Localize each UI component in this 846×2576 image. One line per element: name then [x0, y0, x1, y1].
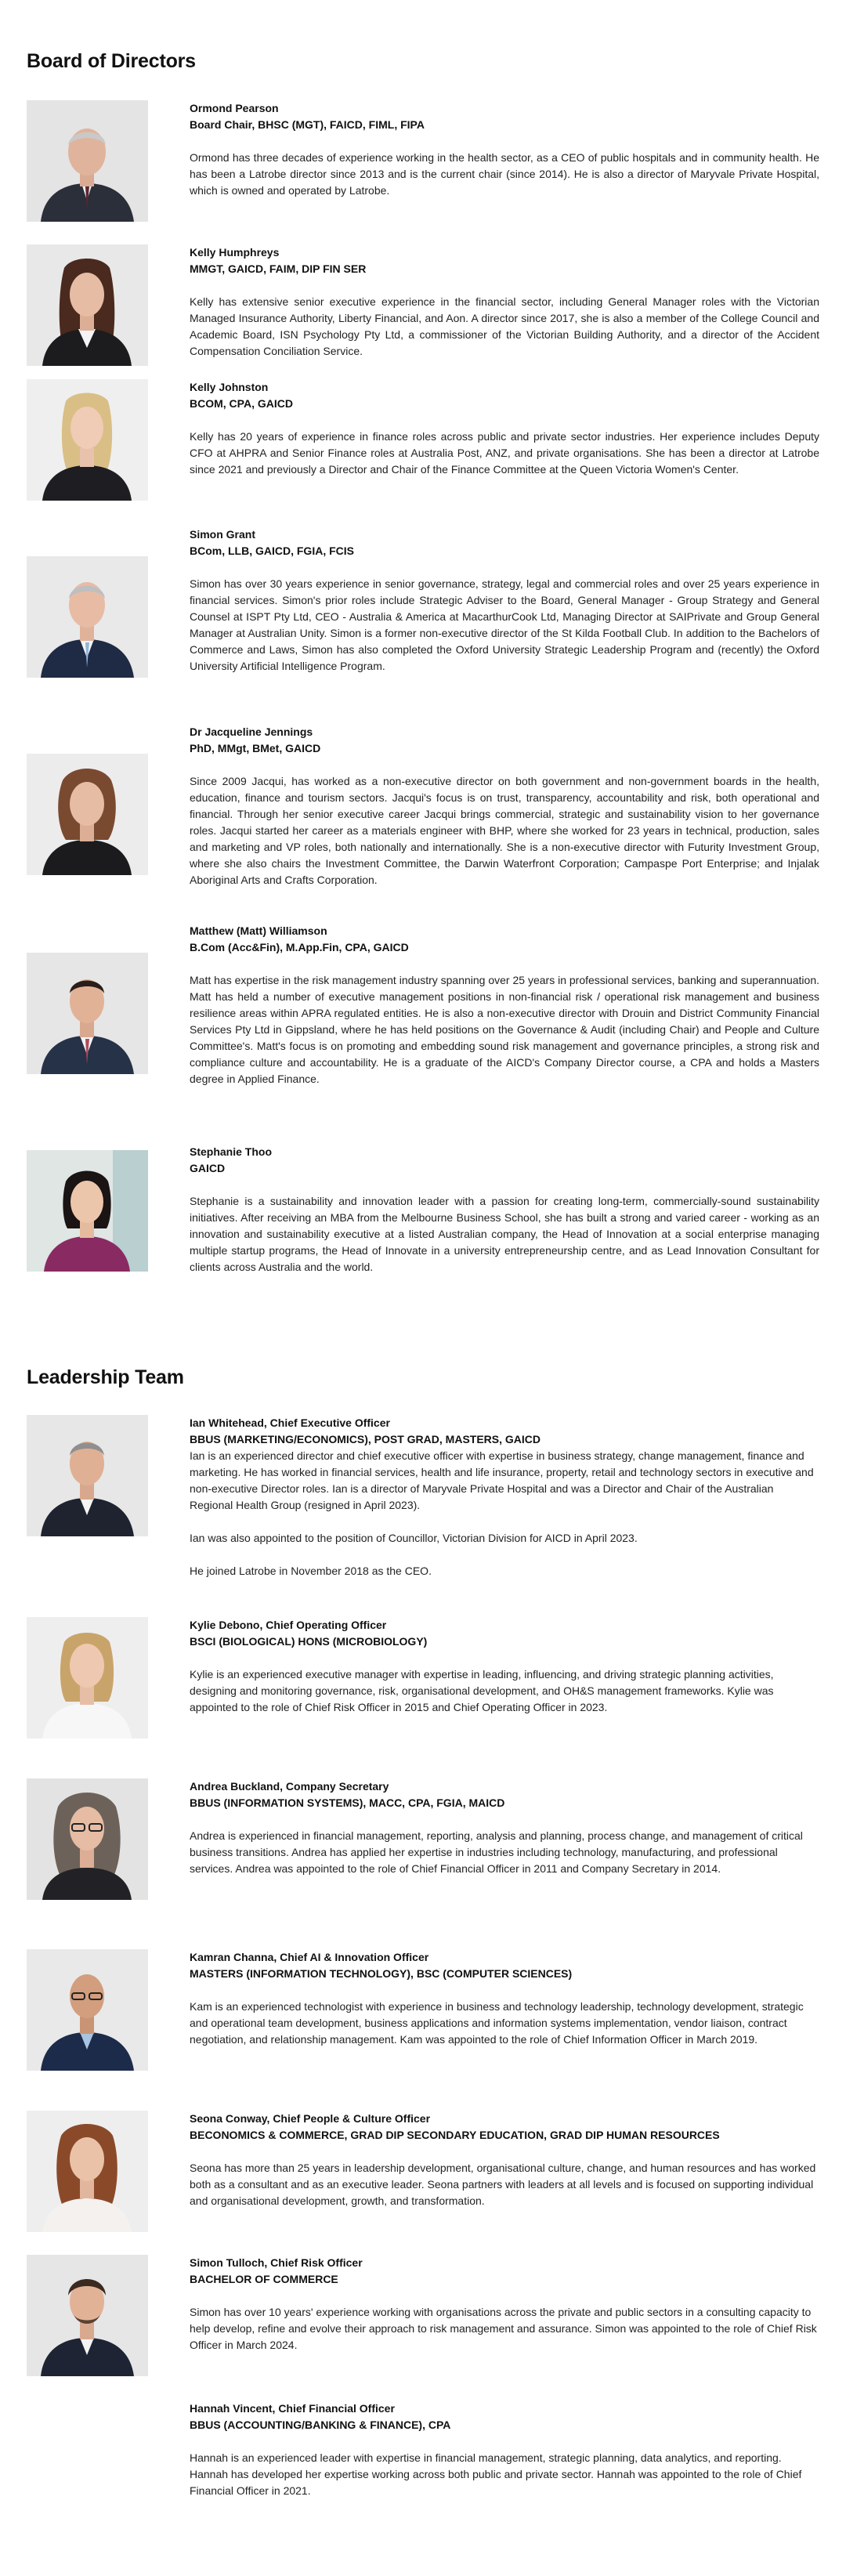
- portrait-photo: [27, 1415, 148, 1536]
- member-qualifications: BECONOMICS & COMMERCE, GRAD DIP SECONDARY EDUCATION, GRAD DIP HUMAN RESOURCES: [190, 2129, 720, 2141]
- member-bio-extra: He joined Latrobe in November 2018 as the CEO.: [190, 1565, 432, 1577]
- member-qualifications: BCom, LLB, GAICD, FGIA, FCIS: [190, 545, 354, 557]
- member-info: [190, 1617, 819, 1716]
- portrait-photo: [27, 953, 148, 1074]
- member-name: Simon Grant: [190, 528, 256, 541]
- member-name: Seona Conway, Chief People & Culture Officer: [190, 2112, 431, 2125]
- member-bio: Matt has expertise in the risk management industry spanning over 25 years in professional services, banking and superannuation. Matt has held a number of executive management positions in non-financial risk / operational risk management and business resilience areas within APRA regulated entities. He is also a non-executive director with Drouin and District Community Financial Services Pty Ltd in Gippsland, where he has held positions on the Governance & Audit (including Chair) and People and Culture Committee's. Matt's focus is on promoting and embedding sound risk management and governance principles, a strong risk and compliance culture and accountability. He is a graduate of the AICD's Company Director course, a CPA and holds a Masters degree in Applied Finance.: [190, 974, 819, 1085]
- member-name: Andrea Buckland, Company Secretary: [190, 1780, 389, 1793]
- portrait-photo: [27, 1778, 148, 1900]
- member-qualifications: BBUS (MARKETING/ECONOMICS), POST GRAD, MASTERS, GAICD: [190, 1433, 541, 1445]
- member-bio: Kylie is an experienced executive manager with expertise in leading, influencing, and driving strategic planning activities, designing and monitoring governance, risk, organisational development, and OH&S management frameworks. Kylie was appointed to the role of Chief Risk Officer in 2015 and Chief Operating Officer in 2023.: [190, 1668, 774, 1713]
- member-info: [190, 923, 819, 1087]
- member-qualifications: Board Chair, BHSC (MGT), FAICD, FIML, FIPA: [190, 118, 425, 131]
- member-name: Ian Whitehead, Chief Executive Officer: [190, 1416, 390, 1429]
- member-name: Kylie Debono, Chief Operating Officer: [190, 1619, 387, 1631]
- member-bio: Ormond has three decades of experience working in the health sector, as a CEO of public hospitals and in community health. He has been a Latrobe director since 2013 and is the current chair (since 2014). He is also a director of Maryvale Private Hospital, which is owned and operated by Latrobe.: [190, 151, 819, 197]
- member-qualifications: BBUS (ACCOUNTING/BANKING & FINANCE), CPA: [190, 2419, 451, 2431]
- member-bio: Kelly has extensive senior executive experience in the financial sector, including General Manager roles with the Victorian Managed Insurance Authority, Liberty Financial, and Aon. A director since 2017, she is also a member of the College Council and Academic Board, ISN Psychology Pty Ltd, a commissioner of the Victorian Building Authority, and a director of the Accident Compensation Conciliation Service.: [190, 295, 819, 357]
- portrait-photo: [27, 244, 148, 366]
- member-info: [190, 244, 819, 360]
- leadership-section-title: Leadership Team: [27, 1366, 184, 1388]
- member-bio: Seona has more than 25 years in leadership development, organisational culture, change, and human resources and has worked both as a consultant and as an executive leader. Seona partners with leaders at all levels and is focused on supporting individual and organisational development, growth, and transformation.: [190, 2162, 816, 2207]
- member-info: [190, 1778, 819, 1877]
- portrait-photo: [27, 754, 148, 875]
- member-name: Kamran Channa, Chief AI & Innovation Officer: [190, 1951, 429, 1963]
- member-name: Dr Jacqueline Jennings: [190, 725, 313, 738]
- portrait-photo: [27, 2111, 148, 2232]
- member-bio-extra: Ian was also appointed to the position of Councillor, Victorian Division for AICD in April 2023.: [190, 1532, 638, 1544]
- member-bio: Andrea is experienced in financial management, reporting, analysis and planning, process change, and management of critical business transitions. Andrea has applied her expertise in industries including technology, manufacturing, and professional services. Andrea was appointed to the role of Chief Financial Officer in 2011 and Company Secretary in 2014.: [190, 1829, 803, 1875]
- member-info: [190, 1949, 819, 2048]
- portrait-photo: [27, 2255, 148, 2376]
- member-bio: Simon has over 10 years' experience working with organisations across the private and public sectors in a consulting capacity to help develop, refine and evolve their approach to risk management and assurance. Simon was appointed to the role of Chief Risk Officer in March 2024.: [190, 2306, 817, 2351]
- member-qualifications: BBUS (INFORMATION SYSTEMS), MACC, CPA, FGIA, MAICD: [190, 1796, 505, 1809]
- member-qualifications: BSCI (BIOLOGICAL) HONS (MICROBIOLOGY): [190, 1635, 428, 1648]
- member-qualifications: PhD, MMgt, BMet, GAICD: [190, 742, 321, 754]
- member-qualifications: MMGT, GAICD, FAIM, DIP FIN SER: [190, 262, 367, 275]
- member-name: Hannah Vincent, Chief Financial Officer: [190, 2402, 395, 2415]
- member-bio: Ian is an experienced director and chief executive officer with expertise in business strategy, change management, finance and marketing. He has worked in financial services, health and life insurance, property, retail and technology sectors in executive and non-executive Director roles. Ian is a director of Maryvale Private Hospital and was a Director and Chair of the Australian Regional Health Group (resigned in April 2023).: [190, 1449, 814, 1511]
- member-name: Kelly Humphreys: [190, 246, 280, 259]
- portrait-photo: [27, 1617, 148, 1738]
- member-info: [190, 1415, 819, 1579]
- portrait-photo: [27, 100, 148, 222]
- member-name: Kelly Johnston: [190, 381, 269, 393]
- member-info: [190, 526, 819, 675]
- member-bio: Kelly has 20 years of experience in finance roles across public and private sector industries. Her experience includes Deputy CFO at AHPRA and Senior Finance roles at Australia Post, ANZ, and private organisations. She has been a director at Latrobe since 2021 and previously a Director and Chair of the Finance Committee at the Queen Victoria Women's Center.: [190, 430, 819, 476]
- board-section-title: Board of Directors: [27, 50, 196, 72]
- member-qualifications: B.Com (Acc&Fin), M.App.Fin, CPA, GAICD: [190, 941, 409, 953]
- member-bio: Hannah is an experienced leader with expertise in financial management, strategic planning, data analytics, and reporting. Hannah has developed her expertise working across both public and private sector. Hannah was appointed to the role of Chief Financial Officer in 2021.: [190, 2451, 802, 2497]
- member-info: [190, 2111, 819, 2209]
- member-bio: Simon has over 30 years experience in senior governance, strategy, legal and commercial roles and over 25 years experience in financial services. Simon's prior roles include Strategic Adviser to the Board, General Manager - Group Strategy and General Counsel at ISPT Pty Ltd, CEO - Australia & America at MacarthurCook Ltd, Managing Director at SAIPrivate and Group General Manager at Australian Unity. Simon is a former non-executive director of the St Kilda Football Club. In addition to the Bachelors of Commerce and Laws, Simon has also completed the Oxford University Strategic Leadership Program and (recently) the Oxford University Artificial Intelligence Program.: [190, 577, 819, 672]
- member-name: Simon Tulloch, Chief Risk Officer: [190, 2256, 363, 2269]
- member-bio: Kam is an experienced technologist with experience in business and technology leadership, technology development, strategic and operational team development, business applications and information systems implementation, vendor liaison, contract negotiation, and relationship management. Kam was appointed to the role of Chief Information Officer in March 2019.: [190, 2000, 804, 2046]
- portrait-photo: [27, 556, 148, 678]
- member-bio: Since 2009 Jacqui, has worked as a non-executive director on both government and non-government boards in the health, education, finance and tourism sectors. Jacqui's focus is on trust, transparency, accountability and risk, both operational and financial. Through her senior executive career Jacqui brings commercial, strategic and sustainability vision to her governance roles. Jacqui started her career as a materials engineer with BHP, where she worked for 23 years in technical, production, sales and marketing and VP roles, both nationally and internationally. She is a non-executive director with Futurity Investment Group, where she also chairs the Investment Committee, the Darwin Waterfront Corporation; Campaspe Port Enterprise; and Injalak Aboriginal Arts and Crafts Corporation.: [190, 775, 819, 886]
- portrait-photo: [27, 379, 148, 501]
- member-bio: Stephanie is a sustainability and innovation leader with a passion for creating long-term, commercially-sound sustainability initiatives. After receiving an MBA from the Melbourne Business School, she has built a strong and varied career - working as an innovation and sustainability executive at a listed Australian company, the Head of Innovation at a social enterprise managing multiple startup programs, the Head of Innovate in a university entrepreneurship centre, and as Lead Innovation Consultant for clients across Australia and the world.: [190, 1195, 819, 1273]
- member-info: [190, 2401, 819, 2499]
- member-info: [190, 100, 819, 199]
- member-qualifications: GAICD: [190, 1162, 226, 1174]
- member-name: Stephanie Thoo: [190, 1145, 272, 1158]
- member-info: [190, 2255, 819, 2353]
- member-qualifications: BCOM, CPA, GAICD: [190, 397, 293, 410]
- member-qualifications: BACHELOR OF COMMERCE: [190, 2273, 338, 2285]
- member-info: [190, 379, 819, 478]
- portrait-photo: [27, 1150, 148, 1272]
- member-info: [190, 1144, 819, 1275]
- member-name: Ormond Pearson: [190, 102, 279, 114]
- member-name: Matthew (Matt) Williamson: [190, 924, 327, 937]
- member-qualifications: MASTERS (INFORMATION TECHNOLOGY), BSC (COMPUTER SCIENCES): [190, 1967, 573, 1980]
- portrait-photo: [27, 1949, 148, 2071]
- member-info: [190, 724, 819, 888]
